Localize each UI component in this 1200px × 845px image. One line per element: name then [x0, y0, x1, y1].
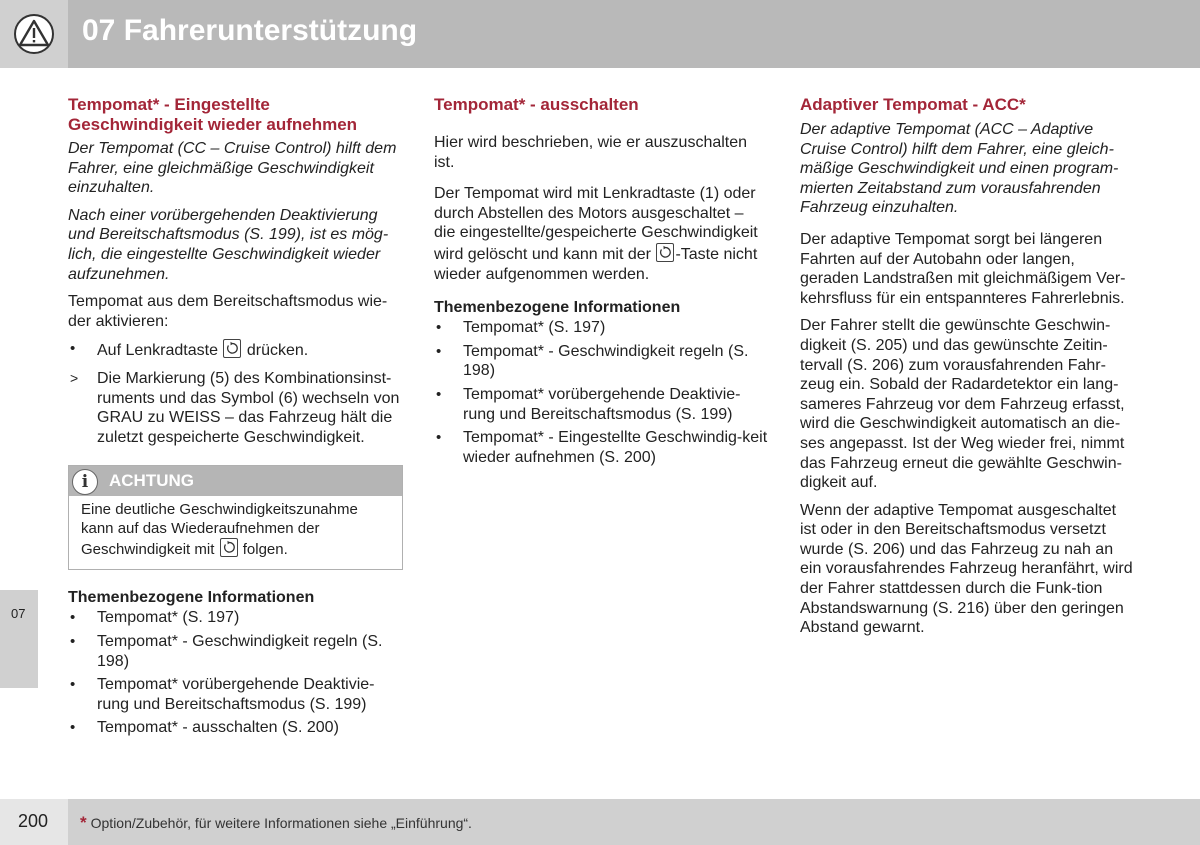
body-text: Der Tempomat wird mit Lenkradtaste (1) oder durch Abstellen des Motors ausgeschaltet – die eingestellte/gespeicherte Geschwindigkeit wird gelöscht und kann mit der: [434, 185, 758, 263]
resume-arrow-icon: [656, 243, 674, 262]
resume-arrow-icon: [220, 538, 238, 557]
bullet: •: [436, 429, 442, 447]
body-paragraph: [434, 184, 769, 284]
section-title-off: Tempomat* - ausschalten: [434, 95, 639, 114]
body-paragraph: Der adaptive Tempomat sorgt bei längeren Fahrten auf der Autobahn oder langen, geraden Landstraßen mit gleichmäßigem Ver-kehrsfluss für ein entspannteres Fahrerlebnis.: [800, 230, 1126, 307]
step-result: [68, 369, 403, 447]
page-title: 07 Fahrerunterstützung: [82, 14, 418, 47]
related-item[interactable]: [68, 718, 403, 738]
section-title-acc: Adaptiver Tempomat - ACC*: [800, 95, 1026, 114]
bullet: •: [70, 609, 76, 627]
body-paragraph: Hier wird beschrieben, wie er auszuschalten ist.: [434, 134, 748, 171]
related-link[interactable]: Tempomat* vorübergehende Deaktivie-rung und Bereitschaftsmodus (S. 199): [463, 385, 741, 423]
bullet: •: [436, 319, 442, 337]
bullet: •: [436, 342, 442, 360]
related-link[interactable]: Tempomat* vorübergehende Deaktivie-rung und Bereitschaftsmodus (S. 199): [97, 676, 375, 713]
intro-paragraph: Nach einer vorübergehenden Deaktivierung und Bereitschaftsmodus (S. 199), ist es mög-lich, die eingestellte Geschwindigkeit wieder aufzunehmen.: [68, 206, 389, 283]
caution-header: [69, 466, 402, 496]
related-link[interactable]: Tempomat* - Eingestellte Geschwindig-keit wieder aufnehmen (S. 200): [463, 429, 768, 466]
related-list: [68, 608, 403, 738]
header-icon-box: [0, 0, 68, 68]
body-paragraph: Der Fahrer stellt die gewünschte Geschwin-digkeit (S. 205) und das gewünschte Zeitin-tervall (S. 206) zum vorausfahrenden Fahr-zeug ein. Sobald der Radardetektor ein lang-sameres Fahrzeug vor dem Fahrzeug erfasst, wird die Geschwindigkeit automatisch an die-ses angepasst. Ist der Weg wieder frei, nimmt das Fahrzeug erneut die gewählte Geschwin-digkeit auf.: [800, 317, 1125, 492]
body-text: -Taste nicht wieder aufgenommen werden.: [434, 245, 758, 283]
column-2: [434, 95, 769, 471]
footnote: [80, 813, 472, 833]
intro-paragraph: Der Tempomat (CC – Cruise Control) hilft dem Fahrer, eine gleichmäßige Geschwindigkeit einzuhalten.: [68, 140, 397, 197]
related-link[interactable]: Tempomat* - Geschwindigkeit regeln (S. 198): [97, 632, 383, 670]
related-list: [434, 318, 769, 467]
bullet: •: [70, 340, 76, 358]
related-item[interactable]: [434, 428, 769, 467]
related-item[interactable]: [434, 385, 769, 424]
chapter-tab: [0, 590, 38, 688]
step-text: Auf Lenkradtaste: [97, 342, 218, 360]
related-link[interactable]: Tempomat* (S. 197): [463, 319, 606, 337]
caution-text-part: folgen.: [242, 541, 288, 559]
page-footer: [0, 799, 1200, 845]
warning-triangle-icon: [13, 14, 55, 54]
bullet: •: [70, 632, 76, 650]
related-item[interactable]: [434, 318, 769, 338]
step-result-text: Die Markierung (5) des Kombinationsinst-ruments und das Symbol (6) wechseln von GRAU zu WEISS – das Fahrzeug hält die zuletzt gespeicherte Geschwindigkeit.: [97, 369, 400, 446]
footnote-text: Option/Zubehör, für weitere Informationen siehe „Einführung“.: [90, 815, 472, 831]
chapter-tab-label: 07: [11, 606, 26, 621]
related-item[interactable]: [434, 342, 769, 381]
related-item[interactable]: [68, 608, 403, 628]
page-number: 200: [18, 811, 49, 831]
steps-list: [68, 339, 403, 447]
info-icon: i: [72, 469, 98, 495]
caution-title: ACHTUNG: [109, 471, 194, 491]
bullet: •: [70, 719, 76, 737]
column-1: [68, 95, 403, 742]
body-paragraph: Tempomat aus dem Bereitschaftsmodus wie-der aktivieren:: [68, 293, 388, 330]
related-heading: Themenbezogene Informationen: [434, 299, 681, 317]
caution-box: [68, 465, 403, 570]
footnote-star: *: [80, 813, 87, 832]
intro-paragraph: Der adaptive Tempomat (ACC – Adaptive Cruise Control) hilft dem Fahrer, eine gleich-mäßige Geschwindigkeit und einen program-mierten Zeitabstand zum vorausfahrenden Fahrzeug einzuhalten.: [800, 121, 1119, 217]
caution-text: [69, 496, 402, 569]
page-number-box: [0, 799, 68, 845]
page-header: [0, 0, 1200, 68]
related-link[interactable]: Tempomat* (S. 197): [97, 609, 240, 627]
bullet: •: [70, 676, 76, 694]
related-item[interactable]: [68, 632, 403, 671]
column-3: [800, 95, 1135, 646]
step-item: [68, 339, 403, 361]
arrow: >: [70, 369, 79, 386]
caution-text-part: Eine deutliche Geschwindigkeitszunahme kann auf das Wiederaufnehmen der Geschwindigkeit mit: [81, 501, 358, 559]
step-text: drücken.: [246, 342, 309, 360]
body-paragraph: Wenn der adaptive Tempomat ausgeschaltet ist oder in den Bereitschaftsmodus versetzt wurde (S. 206) und das Fahrzeug zu nah an ein vorausfahrendes Fahrzeug heranfährt, wird der Fahrer stattdessen durch die Funk-tion Abstandswarnung (S. 216) über den geringen Abstand gewarnt.: [800, 501, 1133, 637]
resume-arrow-icon: [223, 339, 241, 358]
section-title-resume: Tempomat* - Eingestellte Geschwindigkeit wieder aufnehmen: [68, 95, 358, 134]
related-item[interactable]: [68, 675, 403, 714]
related-heading: Themenbezogene Informationen: [68, 589, 315, 607]
bullet: •: [436, 385, 442, 403]
related-link[interactable]: Tempomat* - Geschwindigkeit regeln (S. 198): [463, 342, 749, 380]
related-link[interactable]: Tempomat* - ausschalten (S. 200): [97, 719, 339, 737]
